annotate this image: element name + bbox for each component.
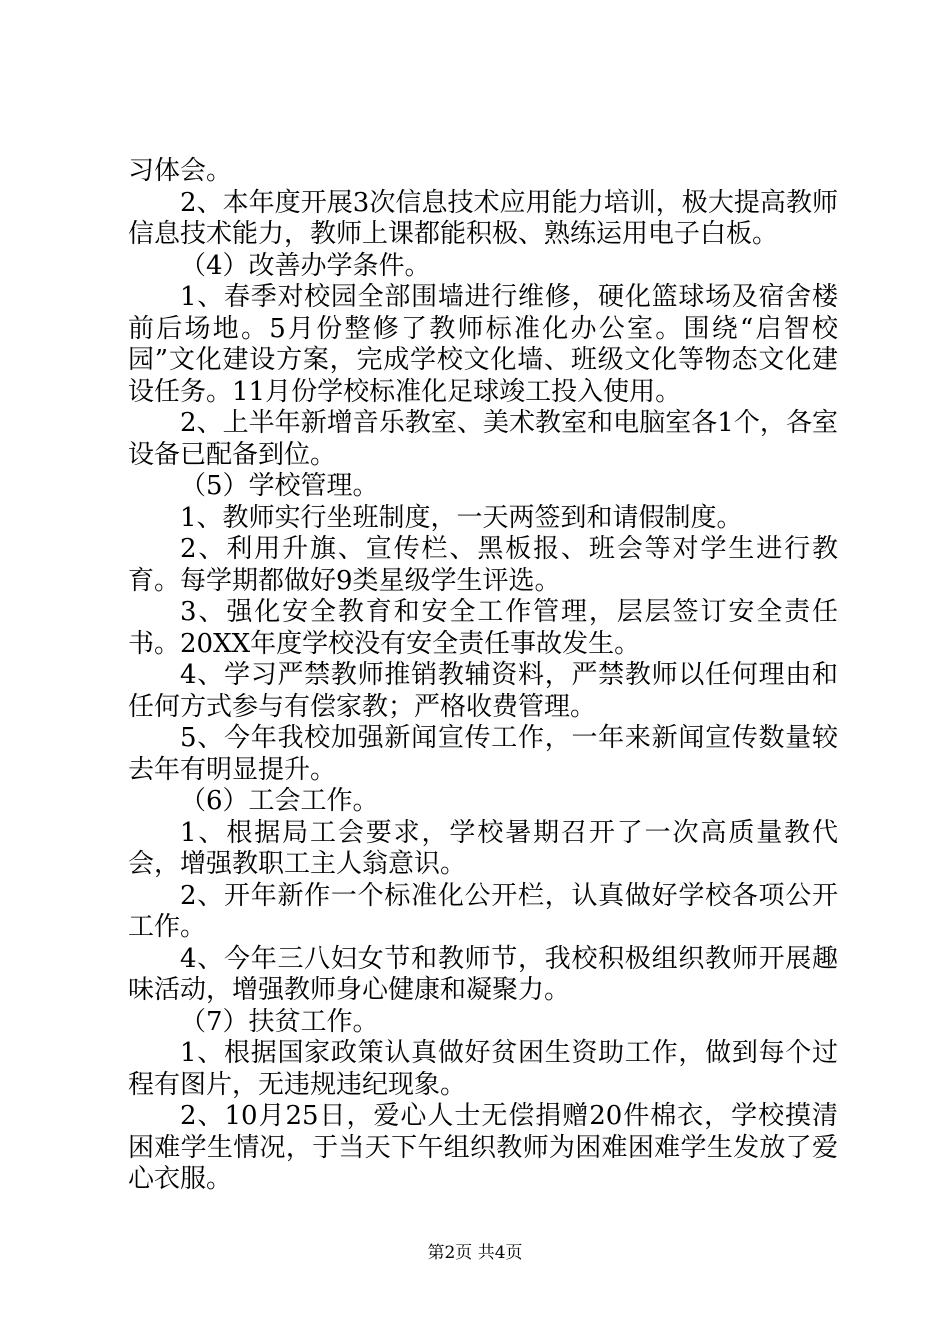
document-body	[128, 156, 838, 1196]
page-footer: 第2页 共4页	[427, 1243, 523, 1263]
paragraph: 2、本年度开展3次信息技术应用能力培训，极大提高教师信息技术能力，教师上课都能积极、熟练运用电子白板。	[128, 187, 838, 249]
paragraph: 1、春季对校园全部围墙进行维修，硬化篮球场及宿舍楼前后场地。5月份整修了教师标准化办公室。围绕“启智校园”文化建设方案，完成学校文化墙、班级文化等物态文化建设任务。11月份学校标准化足球竣工投入使用。	[128, 282, 838, 407]
paragraph: 2、10月25日，爱心人士无偿捐赠20件棉衣，学校摸清困难学生情况，于当天下午组织教师为困难困难学生发放了爱心衣服。	[128, 1101, 838, 1194]
paragraph: 2、开年新作一个标准化公开栏，认真做好学校各项公开工作。	[128, 880, 838, 942]
paragraph: 3、强化安全教育和安全工作管理，层层签订安全责任书。20XX年度学校没有安全责任事故发生。	[128, 597, 838, 659]
paragraph: 2、上半年新增音乐教室、美术教室和电脑室各1个，各室设备已配备到位。	[128, 408, 838, 470]
paragraph: 1、教师实行坐班制度，一天两签到和请假制度。	[180, 502, 743, 533]
paragraph: 1、根据局工会要求，学校暑期召开了一次高质量教代会，增强教职工主人翁意识。	[128, 817, 838, 879]
paragraph: 4、今年三八妇女节和教师节，我校积极组织教师开展趣味活动，增强教师身心健康和凝聚力。	[128, 943, 838, 1005]
paragraph: 1、根据国家政策认真做好贫困生资助工作，做到每个过程有图片，无违规违纪现象。	[128, 1038, 838, 1100]
section-heading: （7）扶贫工作。	[180, 1006, 379, 1037]
section-heading: （6）工会工作。	[180, 786, 379, 816]
paragraph: 4、学习严禁教师推销教辅资料，严禁教师以任何理由和任何方式参与有偿家教；严格收费管理。	[128, 660, 838, 722]
paragraph-continuation: 习体会。	[128, 156, 233, 186]
paragraph: 5、今年我校加强新闻宣传工作，一年来新闻宣传数量较去年有明显提升。	[128, 723, 838, 785]
paragraph: 2、利用升旗、宣传栏、黑板报、班会等对学生进行教育。每学期都做好9类星级学生评选。	[128, 534, 838, 596]
section-heading: （4）改善办学条件。	[180, 250, 431, 281]
section-heading: （5）学校管理。	[180, 471, 379, 501]
